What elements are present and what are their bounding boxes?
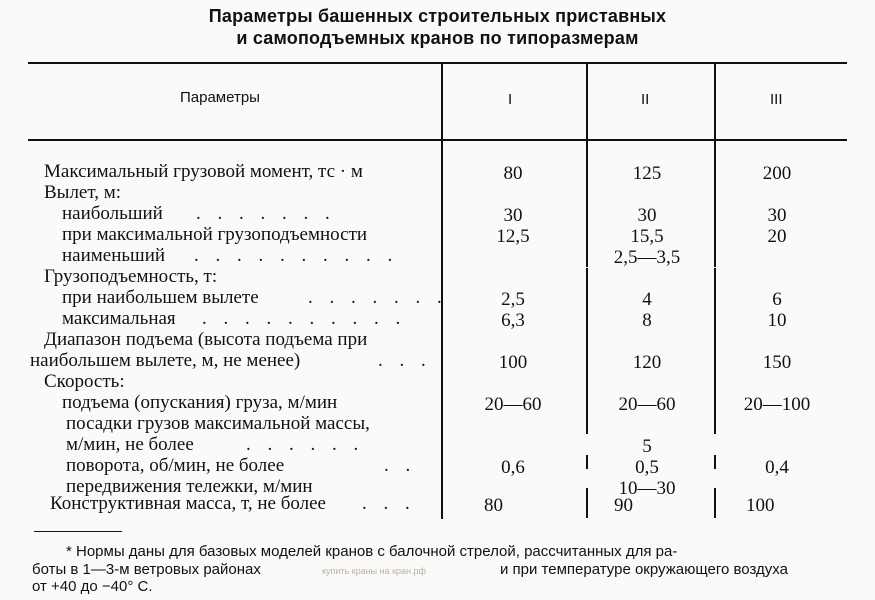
header-col-1: I <box>508 91 513 108</box>
column-divider-3-mark <box>714 455 716 469</box>
row-label: Грузоподъемность, т: <box>44 266 218 287</box>
column-divider-1-header <box>441 64 443 139</box>
value-col-2: 0,5 <box>635 457 659 478</box>
row-label: Скорость: <box>44 371 125 392</box>
table-title-line-1: Параметры башенных строительных приставных <box>208 6 667 26</box>
value-col-1: 2,5 <box>501 289 525 310</box>
value-col-2: 10—30 <box>618 478 676 499</box>
column-divider-3-header <box>714 64 716 139</box>
row-label: наименьший <box>62 245 166 266</box>
value-col-1: 100 <box>498 352 528 373</box>
value-col-3: 20 <box>767 226 787 247</box>
row-label: Вылет, м: <box>44 182 122 203</box>
row-label: максимальная <box>62 308 176 329</box>
value-col-1: 20—60 <box>484 394 542 415</box>
value-col-2: 120 <box>632 352 662 373</box>
value-col-2: 8 <box>642 310 652 331</box>
value-col-1: 30 <box>503 205 523 226</box>
row-label: наибольшем вылете, м, не менее) <box>30 350 301 371</box>
column-divider-2-mark <box>586 455 588 469</box>
row-label: посадки грузов максимальной массы, <box>66 413 370 434</box>
value-col-2: 125 <box>632 163 662 184</box>
footnote-line-2: боты в 1—3-м ветровых районах <box>32 561 261 578</box>
leader-dots: . . . . . . . <box>196 203 336 224</box>
value-col-3: 200 <box>762 163 792 184</box>
column-divider-2-upper <box>586 141 588 267</box>
table-title-line-2: и самоподъемных кранов по типоразмерам <box>236 28 639 48</box>
value-col-3: 100 <box>746 495 775 516</box>
row-label: Диапазон подъема (высота подъема при <box>44 329 368 350</box>
column-divider-2-bottom <box>586 488 588 518</box>
value-col-1: 0,6 <box>501 457 525 478</box>
table-top-rule <box>28 62 847 64</box>
column-divider-1 <box>441 141 443 519</box>
column-divider-2-lower <box>586 268 588 434</box>
row-label: поворота, об/мин, не более <box>66 455 285 476</box>
value-col-3: 0,4 <box>765 457 789 478</box>
row-label: подъема (опускания) груза, м/мин <box>62 392 338 413</box>
table-header-rule <box>28 139 847 141</box>
leader-dots: . . . . . . . . . . <box>194 245 399 266</box>
value-col-1: 6,3 <box>501 310 525 331</box>
footnote-line-2-end: и при температуре окружающего воздуха <box>500 561 788 578</box>
footnote-line-3: от +40 до −40° С. <box>32 578 153 595</box>
leader-dots: . . . . . . . . . . <box>202 308 407 329</box>
leader-dots: . . . <box>378 350 432 371</box>
value-col-3: 150 <box>762 352 792 373</box>
header-col-3: III <box>770 91 783 108</box>
value-col-2: 5 <box>642 436 652 457</box>
value-col-3: 6 <box>772 289 782 310</box>
value-col-2: 15,5 <box>630 226 664 247</box>
value-col-2: 30 <box>637 205 657 226</box>
value-col-2-spanning: 2,5—3,5 <box>613 247 681 268</box>
value-col-2: 20—60 <box>618 394 676 415</box>
footnote-line-1: * Нормы даны для базовых моделей кранов с балочной стрелой, рассчитанных для ра- <box>66 543 678 560</box>
column-divider-3-upper <box>714 141 716 267</box>
leader-dots: . . . . . . <box>246 434 365 455</box>
value-col-1: 80 <box>503 163 523 184</box>
header-col-2: II <box>641 91 650 108</box>
value-col-3: 20—100 <box>743 394 811 415</box>
row-label: Конструктивная масса, т, не более <box>50 493 326 514</box>
row-label: передвижения тележки, м/мин <box>66 476 313 497</box>
row-label: при наибольшем вылете <box>62 287 259 308</box>
column-divider-3-bottom <box>714 488 716 518</box>
column-divider-2-header <box>586 64 588 139</box>
value-col-2: 90 <box>614 495 633 516</box>
value-col-2: 4 <box>642 289 652 310</box>
column-divider-3-lower <box>714 268 716 434</box>
leader-dots: . . . <box>362 493 416 514</box>
leader-dots: . . <box>384 455 417 476</box>
header-parameters: Параметры <box>180 89 260 106</box>
leader-dots: . . . . . . . <box>308 287 448 308</box>
footnote-rule <box>34 531 122 532</box>
row-label: наибольший <box>62 203 163 224</box>
row-label: м/мин, не более <box>66 434 194 455</box>
row-label: Максимальный грузовой момент, тс · м <box>44 161 363 182</box>
value-col-3: 30 <box>767 205 787 226</box>
watermark: купить краны на кран.рф <box>322 566 426 576</box>
value-col-1: 12,5 <box>496 226 530 247</box>
value-col-1: 80 <box>484 495 503 516</box>
value-col-3: 10 <box>767 310 787 331</box>
row-label: при максимальной грузоподъемности <box>62 224 368 245</box>
